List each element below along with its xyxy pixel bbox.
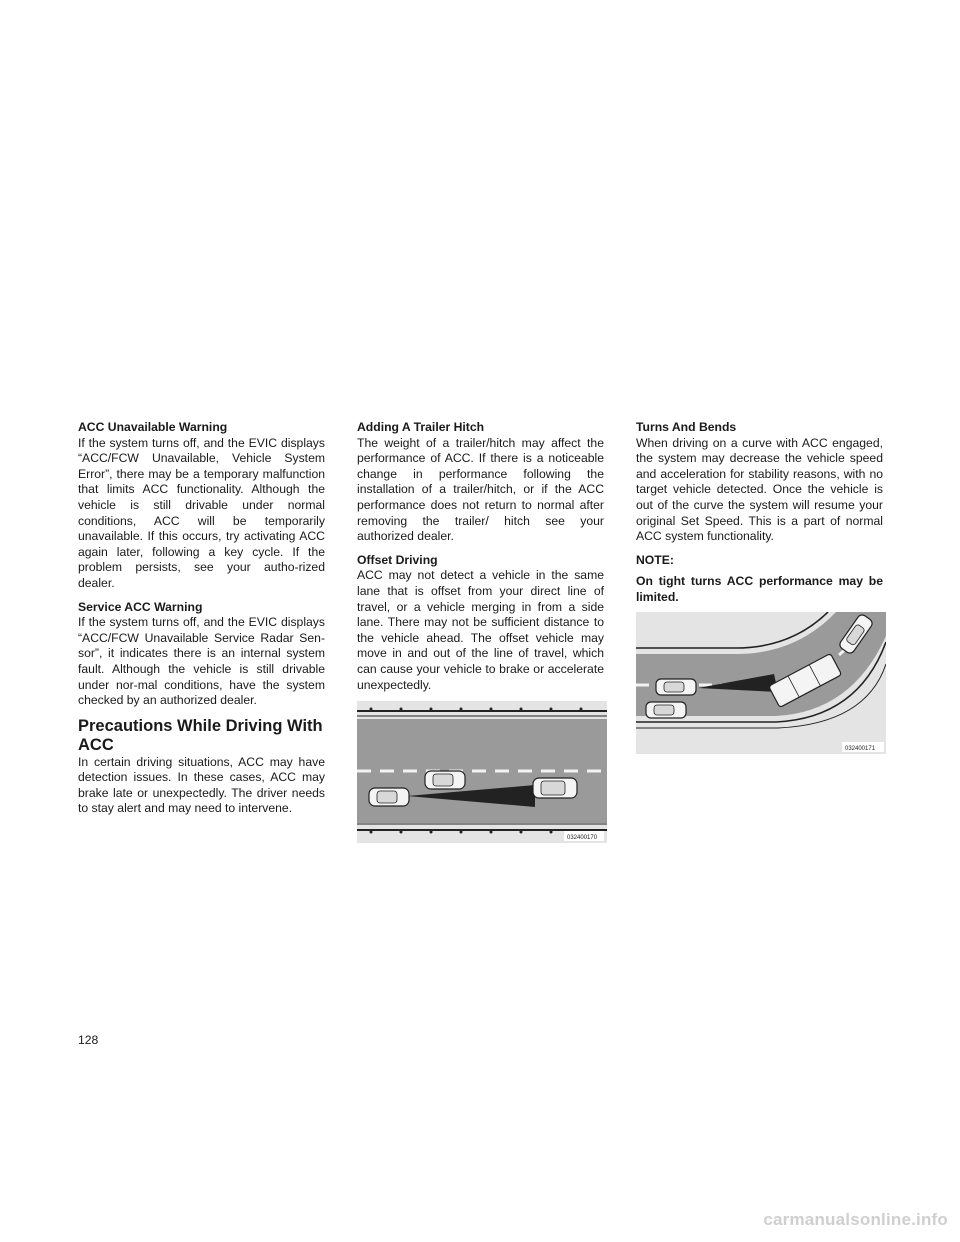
note-text: On tight turns ACC performance may be limited.: [636, 574, 883, 604]
page-number: 128: [78, 1033, 99, 1047]
acc-unavailable-body: If the system turns off, and the EVIC displays “ACC/FCW Unavailable, Vehicle System Error”, there may be a temporary malfunction that limits ACC functionality. Although the vehicle is still drivable under normal conditions, ACC will be temporarily unavailable. If this occurs, try activating ACC again later, following a key cycle. If the problem persists, see your autho-rized dealer.: [78, 435, 325, 590]
service-acc-body: If the system turns off, and the EVIC displays “ACC/FCW Unavailable Service Radar Sen-sor”, it indicates there is an internal system fault. Although the vehicle is still drivable under nor-mal conditions, have the system checked by an authorized dealer.: [78, 615, 325, 708]
column-left: [78, 420, 325, 825]
service-acc-title: Service ACC Warning: [78, 599, 203, 614]
turns-bends-title: Turns And Bends: [636, 420, 737, 434]
turns-bends-illustration: [636, 612, 886, 754]
acc-unavailable-title: ACC Unavailable Warning: [78, 420, 228, 434]
turns-bends-body: When driving on a curve with ACC engaged, the system may decrease the vehicle speed and acceleration for stability reasons, with no target vehicle detected. Once the vehicle is out of the curve the system will resume your original Set Speed. This is a part of normal ACC system functionality.: [636, 435, 883, 544]
figure-code-170: 032400170: [567, 835, 598, 842]
offset-driving-title: Offset Driving: [357, 552, 438, 567]
watermark: carmanualsonline.info: [763, 1210, 948, 1229]
precautions-heading: Precautions While Driving With ACC: [78, 716, 323, 754]
trailer-hitch-title: Adding A Trailer Hitch: [357, 420, 485, 434]
offset-driving-illustration: [357, 701, 607, 843]
precautions-body: In certain driving situations, ACC may have detection issues. In these cases, ACC may brake late or unexpectedly. The driver needs to stay alert and may need to intervene.: [78, 754, 325, 816]
trailer-hitch-body: The weight of a trailer/hitch may affect the performance of ACC. If there is a noticeable change in performance following the installation of a trailer/hitch, or if the ACC performance does not return to normal after removing the trailer/ hitch see your authorized dealer.: [357, 435, 604, 544]
column-middle: [357, 420, 604, 843]
figure-code-171: 032400171: [845, 745, 876, 752]
note-label: NOTE:: [636, 552, 674, 567]
column-right: [636, 420, 883, 754]
offset-driving-body: ACC may not detect a vehicle in the same lane that is offset from your direct line of travel, or a vehicle merging in from a side lane. There may not be sufficient distance to the vehicle ahead. The offset vehicle may move in and out of the line of travel, which can cause your vehicle to brake or accelerate unexpectedly.: [357, 568, 604, 692]
